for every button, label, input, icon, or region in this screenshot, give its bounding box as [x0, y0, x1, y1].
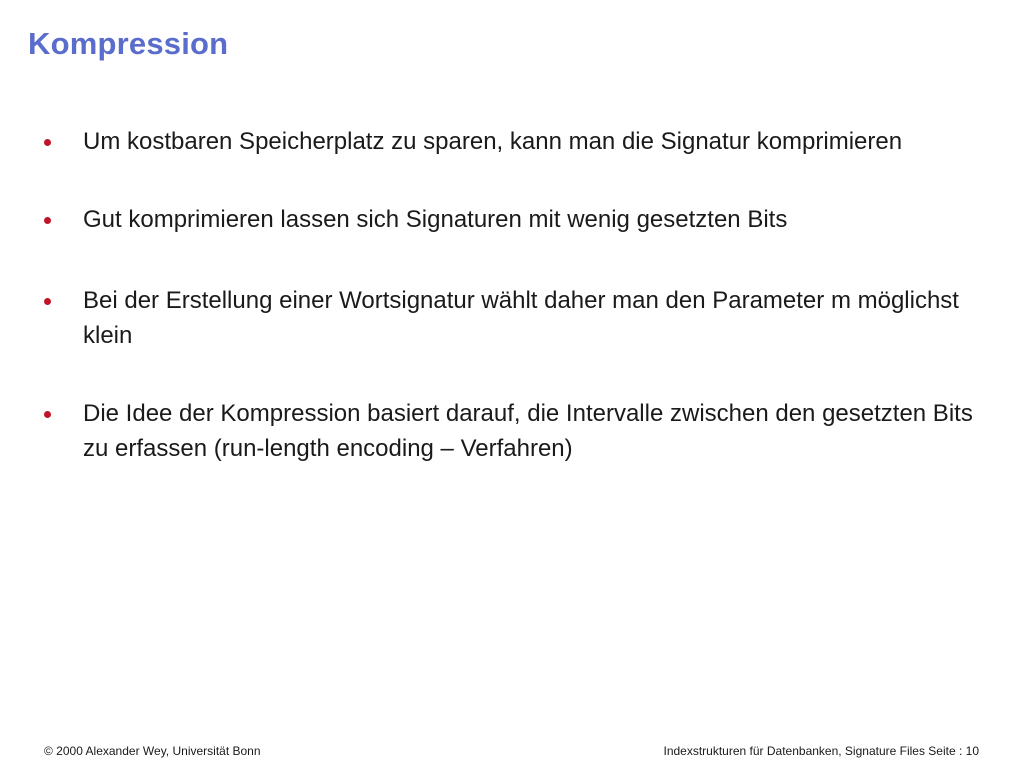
bullet-item	[44, 396, 984, 466]
footer-page-info: Indexstrukturen für Datenbanken, Signature Files Seite : 10	[663, 744, 979, 758]
slide-title: Kompression	[28, 26, 229, 61]
bullet-dot-icon	[44, 411, 51, 418]
bullet-dot-icon	[44, 139, 51, 146]
bullet-dot-icon	[44, 217, 51, 224]
bullet-item	[44, 124, 984, 159]
bullet-text: Um kostbaren Speicherplatz zu sparen, kann man die Signatur komprimieren	[83, 128, 903, 155]
bullet-text: Gut komprimieren lassen sich Signaturen mit wenig gesetzten Bits	[83, 206, 788, 233]
bullet-dot-icon	[44, 298, 51, 305]
bullet-text: Bei der Erstellung einer Wortsignatur wählt daher man den Parameter m möglichst klein	[83, 287, 959, 349]
bullet-list	[44, 124, 984, 509]
bullet-text: Die Idee der Kompression basiert darauf, die Intervalle zwischen den gesetzten Bits zu erfassen (run-length encoding – Verfahren)	[83, 400, 973, 462]
footer-copyright: © 2000 Alexander Wey, Universität Bonn	[44, 744, 261, 758]
bullet-item	[44, 283, 984, 353]
bullet-item	[44, 202, 984, 237]
